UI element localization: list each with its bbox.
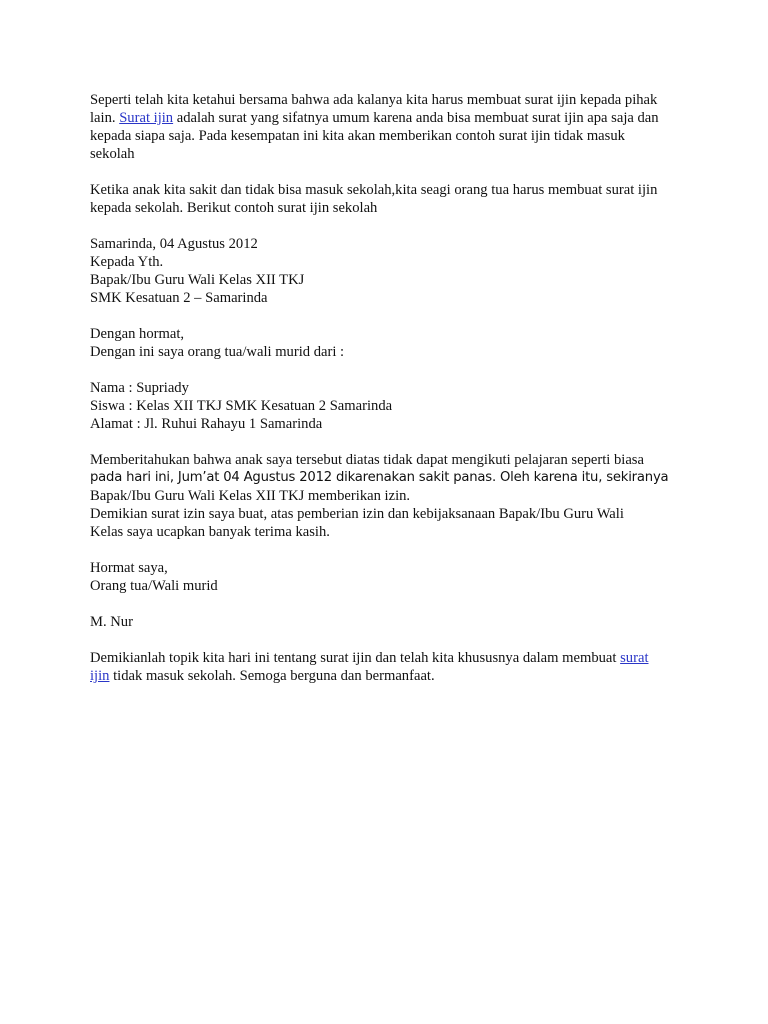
letter-body-line-5: Kelas saya ucapkan banyak terima kasih. [90, 524, 330, 540]
outro-line-1 [90, 649, 690, 667]
surat-ijin-link[interactable]: Surat ijin [119, 110, 174, 126]
intro-line-1: Seperti telah kita ketahui bersama bahwa ada kalanya kita harus membuat surat ijin kepada pihak [90, 92, 658, 108]
student-class: Siswa : Kelas XII TKJ SMK Kesatuan 2 Samarinda [90, 398, 393, 414]
letter-signature [90, 613, 690, 631]
context-paragraph [90, 181, 690, 217]
letter-body-line-3: Bapak/Ibu Guru Wali Kelas XII TKJ memberikan izin. [90, 488, 411, 504]
surat-ijin-link-part-2[interactable]: ijin [90, 668, 110, 684]
letter-school: SMK Kesatuan 2 – Samarinda [90, 290, 268, 306]
letter-signer-name: M. Nur [90, 614, 133, 630]
letter-to: Kepada Yth. [90, 254, 164, 270]
context-line-2: kepada sekolah. Berikut contoh surat ijin sekolah [90, 200, 378, 216]
intro-line-3: kepada siapa saja. Pada kesempatan ini kita akan memberikan contoh surat ijin tidak masuk [90, 128, 625, 144]
letter-body-line-2: pada hari ini, Jum’at 04 Agustus 2012 dikarenakan sakit panas. Oleh karena itu, sekiranya [90, 470, 669, 485]
context-line-1: Ketika anak kita sakit dan tidak bisa masuk sekolah,kita seagi orang tua harus membuat surat ijin [90, 182, 658, 198]
intro-line-4: sekolah [90, 146, 135, 162]
letter-greeting: Dengan hormat, [90, 326, 185, 342]
letter-signer-role: Orang tua/Wali murid [90, 578, 218, 594]
outro-line-1-prefix: Demikianlah topik kita hari ini tentang surat ijin dan telah kita khususnya dalam membuat [90, 650, 621, 666]
document-page [90, 91, 690, 703]
student-name: Nama : Supriady [90, 380, 189, 396]
intro-line-2-suffix: adalah surat yang sifatnya umum karena anda bisa membuat surat ijin apa saja dan [173, 110, 659, 126]
letter-body-line-1: Memberitahukan bahwa anak saya tersebut diatas tidak dapat mengikuti pelajaran seperti biasa [90, 452, 644, 468]
outro-paragraph [90, 649, 690, 685]
letter-closing-line: Hormat saya, [90, 560, 168, 576]
letter-intro-line: Dengan ini saya orang tua/wali murid dari : [90, 344, 345, 360]
letter-body [90, 451, 690, 541]
letter-header [90, 235, 690, 307]
student-details [90, 379, 690, 433]
intro-paragraph [90, 91, 690, 163]
letter-recipient: Bapak/Ibu Guru Wali Kelas XII TKJ [90, 272, 305, 288]
outro-line-2-suffix: tidak masuk sekolah. Semoga berguna dan bermanfaat. [109, 668, 435, 684]
letter-place-date: Samarinda, 04 Agustus 2012 [90, 236, 258, 252]
outro-line-2 [90, 667, 690, 685]
surat-ijin-link-part-1[interactable]: surat [620, 650, 649, 666]
intro-line-2-prefix: lain. [90, 110, 120, 126]
letter-closing [90, 559, 690, 595]
letter-greeting-block [90, 325, 690, 361]
intro-line-2 [90, 109, 690, 127]
student-address: Alamat : Jl. Ruhui Rahayu 1 Samarinda [90, 416, 323, 432]
letter-body-line-4: Demikian surat izin saya buat, atas pemberian izin dan kebijaksanaan Bapak/Ibu Guru Wali [90, 506, 624, 522]
